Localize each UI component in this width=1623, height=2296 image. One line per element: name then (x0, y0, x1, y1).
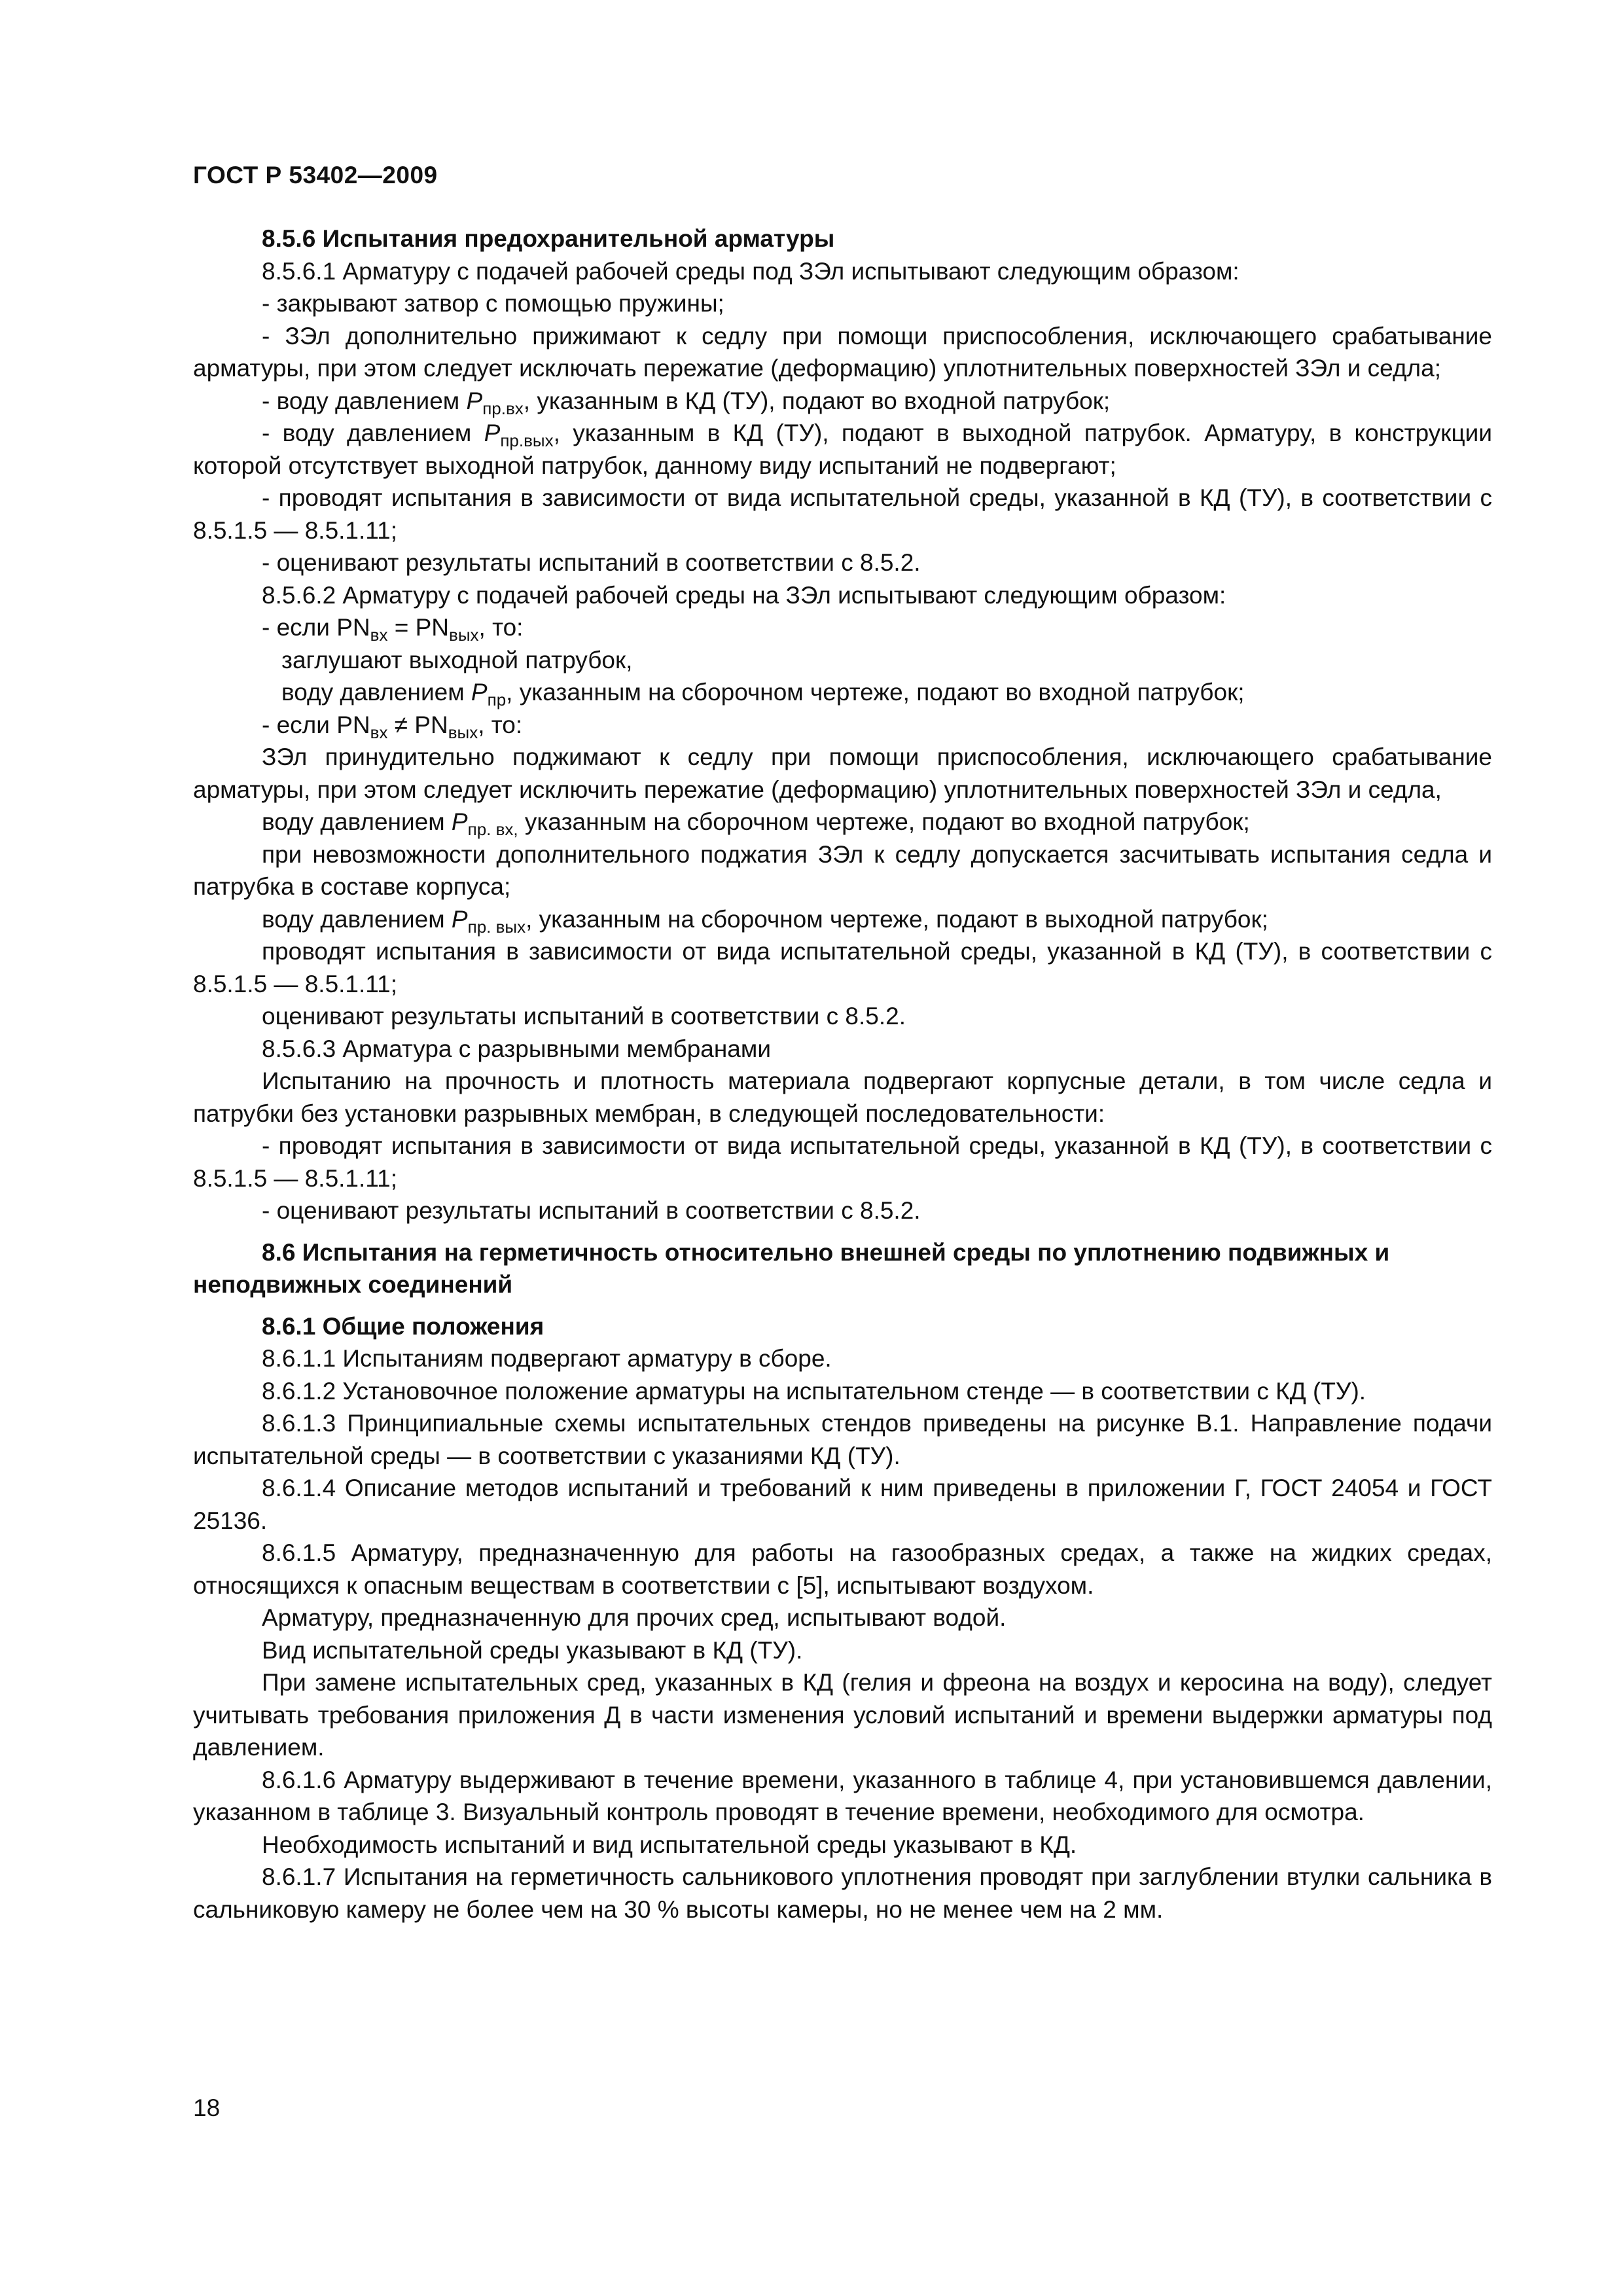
paragraph: 8.5.6.1 Арматуру с подачей рабочей среды под ЗЭл испытывают следующим образом: (262, 257, 1240, 285)
paragraph: - если $PN_{вх} = PN_{вых}$, то: (262, 614, 524, 645)
paragraph: ЗЭл принудительно поджимают к седлу при помощи приспособления, исключающего срабатывание арматуры, при этом следует исключить пережатие (деформацию) уплотнительных поверхностей ЗЭл и седла, (193, 744, 1492, 803)
paragraph: 8.6.1.7 Испытания на герметичность сальникового уплотнения проводят при заглублении втулки сальника в сальниковую камеру не более чем на 30 % высоты камеры, но не менее чем на 2 мм. (193, 1863, 1492, 1923)
paragraph: 8.6.1.4 Описание методов испытаний и требований к ним приведены в приложении Г, ГОСТ 24054 и ГОСТ 25136. (193, 1475, 1492, 1534)
paragraph: - ЗЭл дополнительно прижимают к седлу при помощи приспособления, исключающего срабатывание арматуры, при этом следует исключать пережатие (деформацию) уплотнительных поверхностей ЗЭл и седла; (193, 322, 1492, 382)
page-number: 18 (193, 2094, 221, 2121)
paragraph: - оценивают результаты испытаний в соответствии с 8.5.2. (262, 1197, 921, 1224)
paragraph: при невозможности дополнительного поджатия ЗЭл к седлу допускается засчитывать испытания седла и патрубка в составе корпуса; (193, 840, 1492, 900)
paragraph: воду давлением $P_{пр}$, указанным на сборочном чертеже, подают во входной патрубок; (281, 679, 1245, 709)
section-heading: 8.5.6 Испытания предохранительной арматуры (262, 225, 835, 252)
paragraph: 8.5.6.2 Арматуру с подачей рабочей среды на ЗЭл испытывают следующим образом: (262, 581, 1226, 609)
paragraph: 8.6.1.5 Арматуру, предназначенную для работы на газообразных средах, а также на жидких средах, относящихся к опасным веществам в соответствии с [5], испытывают воздухом. (193, 1539, 1492, 1599)
document-body (193, 223, 1492, 1926)
paragraph: Испытанию на прочность и плотность материала подвергают корпусные детали, в том числе седла и патрубки без установки разрывных мембран, в следующей последовательности: (193, 1067, 1492, 1127)
paragraph: - проводят испытания в зависимости от вида испытательной среды, указанной в КД (ТУ), в соответствии с 8.5.1.5 — 8.5.1.11; (193, 484, 1492, 544)
paragraph: 8.6.1.2 Установочное положение арматуры на испытательном стенде — в соответствии с КД (ТУ). (262, 1377, 1366, 1405)
paragraph: воду давлением $P_{пр. вх,}$ указанным на сборочном чертеже, подают во входной патрубок; (262, 808, 1250, 839)
paragraph: При замене испытательных сред, указанных в КД (гелия и фреона на воздух и керосина на воду), следует учитывать требования приложения Д в части изменения условий испытаний и времени выдержки арматуры под давлением. (193, 1669, 1492, 1761)
paragraph: Необходимость испытаний и вид испытательной среды указывают в КД. (262, 1831, 1077, 1858)
paragraph: - оценивают результаты испытаний в соответствии с 8.5.2. (262, 549, 921, 576)
paragraph: - воду давлением $P_{пр.вх}$, указанным в КД (ТУ), подают во входной патрубок; (262, 387, 1111, 418)
paragraph: 8.6.1.6 Арматуру выдерживают в течение времени, указанного в таблице 4, при установившемся давлении, указанном в таблице 3. Визуальный контроль проводят в течение времени, необходимого для осмотра. (193, 1766, 1492, 1825)
paragraph: - проводят испытания в зависимости от вида испытательной среды, указанной в КД (ТУ), в соответствии с 8.5.1.5 — 8.5.1.11; (193, 1132, 1492, 1192)
paragraph: 8.6.1.3 Принципиальные схемы испытательных стендов приведены на рисунке В.1. Направление подачи испытательной среды — в соответствии с указаниями КД (ТУ). (193, 1410, 1492, 1469)
paragraph: Вид испытательной среды указывают в КД (ТУ). (262, 1636, 803, 1664)
paragraph: 8.5.6.3 Арматура с разрывными мембранами (262, 1035, 771, 1062)
paragraph: проводят испытания в зависимости от вида испытательной среды, указанной в КД (ТУ), в соответствии с 8.5.1.5 — 8.5.1.11; (193, 938, 1492, 997)
paragraph: оценивают результаты испытаний в соответствии с 8.5.2. (262, 1003, 906, 1030)
paragraph: 8.6.1.1 Испытаниям подвергают арматуру в сборе. (262, 1345, 832, 1372)
paragraph: Арматуру, предназначенную для прочих сред, испытывают водой. (262, 1604, 1007, 1631)
standard-header: ГОСТ Р 53402—2009 (193, 162, 438, 188)
paragraph: - воду давлением $P_{пр.вых}$, указанным в КД (ТУ), подают в выходной патрубок. Арматуру, в конструкции которой отсутствует выходной патрубок, данному виду испытаний не подвергают; (193, 420, 1492, 479)
paragraph: - закрывают затвор с помощью пружины; (262, 290, 724, 317)
paragraph: - если $PN_{вх} \ne PN_{вых}$, то: (262, 711, 523, 742)
paragraph: заглушают выходной патрубок, (281, 646, 633, 673)
section-heading: 8.6.1 Общие положения (262, 1312, 544, 1340)
paragraph: воду давлением $P_{пр. вых}$, указанным на сборочном чертеже, подают в выходной патрубок; (262, 905, 1268, 937)
section-heading: 8.6 Испытания на герметичность относительно внешней среды по уплотнению подвижных и неподвижных соединений (193, 1238, 1390, 1298)
